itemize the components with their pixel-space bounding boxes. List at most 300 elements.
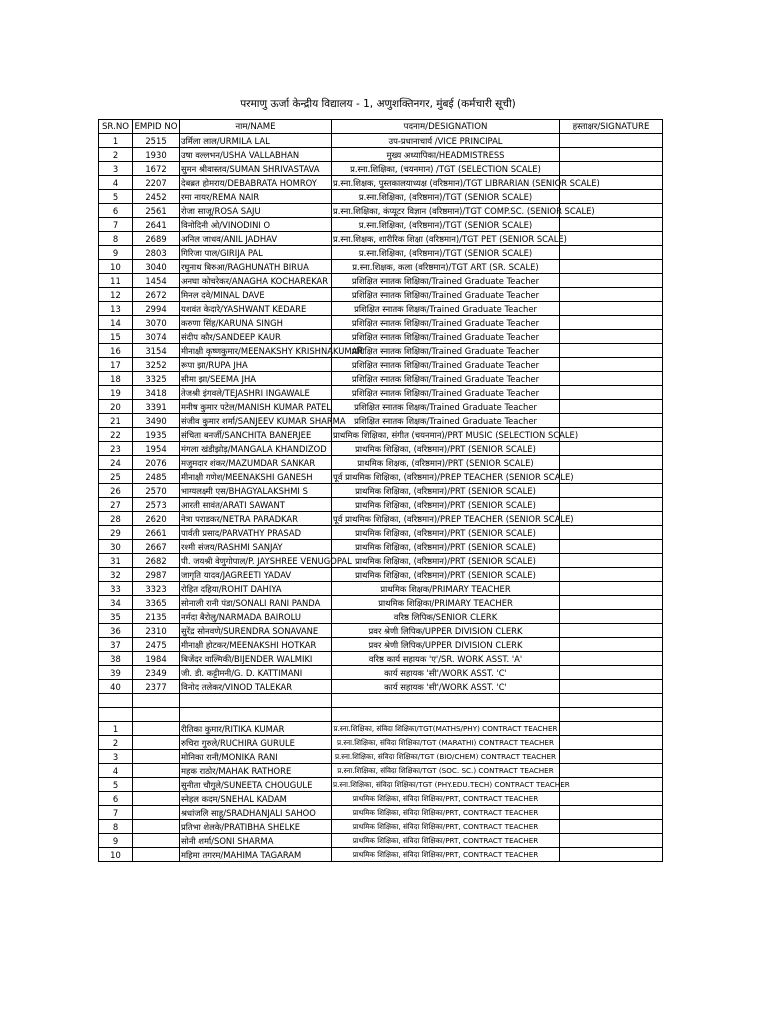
- contract-table-row: [99, 764, 663, 778]
- signature-cell: [560, 722, 663, 736]
- signature-cell: [560, 568, 663, 582]
- empid-cell: 3074: [133, 330, 180, 344]
- designation-cell: [332, 372, 560, 386]
- designation-text: प्राथमिक शिक्षिका, संविदा शिक्षिका/PRT, CONTRACT TEACHER: [352, 849, 539, 859]
- table-row: [99, 316, 663, 330]
- designation-cell: [332, 386, 560, 400]
- empid-cell: 3391: [133, 400, 180, 414]
- table-body: [99, 134, 663, 862]
- signature-cell: [560, 526, 663, 540]
- empid-cell: 2689: [133, 232, 180, 246]
- empid-cell: 1935: [133, 428, 180, 442]
- name-cell: रूपा झा/RUPA JHA: [180, 358, 332, 372]
- name-cell: स्नेहल कदम/SNEHAL KADAM: [180, 792, 332, 806]
- designation-text: प्र.स्ना.शिक्षक, कला (वरिष्ठमान)/TGT ART (SR. SCALE): [352, 261, 539, 272]
- designation-cell: [332, 596, 560, 610]
- designation-text: प्र.स्ना.शिक्षिका, संविदा शिक्षिका/TGT (BIO/CHEM) CONTRACT TEACHER: [334, 751, 557, 761]
- designation-text: प्राथमिक शिक्षिका, (वरिष्ठमान)/PRT (SENIOR SCALE): [355, 541, 536, 552]
- table-row: [99, 596, 663, 610]
- signature-cell: [560, 834, 663, 848]
- table-row: [99, 498, 663, 512]
- signature-cell: [560, 652, 663, 666]
- empid-cell: 2515: [133, 134, 180, 148]
- name-cell: करुणा सिंह/KARUNA SINGH: [180, 316, 332, 330]
- designation-text: कार्य सहायक 'सी'/WORK ASST. 'C': [384, 681, 507, 692]
- sr-cell: 31: [99, 554, 133, 568]
- empid-cell: 2377: [133, 680, 180, 694]
- designation-text: प्राथमिक शिक्षिका, संविदा शिक्षिका/PRT, CONTRACT TEACHER: [352, 821, 539, 831]
- designation-text: प्रवर श्रेणी लिपिक/UPPER DIVISION CLERK: [368, 639, 523, 650]
- empid-cell: 2475: [133, 638, 180, 652]
- name-cell: रोहित दहिया/ROHIT DAHIYA: [180, 582, 332, 596]
- designation-text: प्र.स्ना.शिक्षिका, संविदा शिक्षिका/TGT(MATHS/PHY) CONTRACT TEACHER: [333, 723, 558, 733]
- name-cell: देबब्रत होमराय/DEBABRATA HOMROY: [180, 176, 332, 190]
- blank-cell: [180, 694, 332, 708]
- designation-cell: [332, 484, 560, 498]
- table-row: [99, 526, 663, 540]
- designation-cell: [332, 736, 560, 750]
- empid-cell: 3154: [133, 344, 180, 358]
- name-cell: रघुनाथ बिरुआ/RAGHUNATH BIRUA: [180, 260, 332, 274]
- designation-cell: [332, 498, 560, 512]
- table-row: [99, 442, 663, 456]
- name-cell: सुमन श्रीवास्तव/SUMAN SHRIVASTAVA: [180, 162, 332, 176]
- designation-text: प्र.स्ना.शिक्षिका, संविदा शिक्षिका/TGT (MARATHI) CONTRACT TEACHER: [337, 737, 554, 747]
- designation-text: प्रशिक्षित स्नातक शिक्षिका/Trained Graduate Teacher: [351, 359, 540, 370]
- designation-cell: [332, 764, 560, 778]
- signature-cell: [560, 162, 663, 176]
- name-cell: जागृति यादव/JAGREETI YADAV: [180, 568, 332, 582]
- empid-cell: 2994: [133, 302, 180, 316]
- designation-cell: [332, 778, 570, 792]
- empid-cell: 2672: [133, 288, 180, 302]
- empid-cell: 3365: [133, 596, 180, 610]
- designation-cell: [332, 148, 560, 162]
- table-row: [99, 582, 663, 596]
- name-cell: उषा वल्लभन/USHA VALLABHAN: [180, 148, 332, 162]
- designation-text: प्राथमिक शिक्षिका, (वरिष्ठमान)/PRT (SENIOR SCALE): [355, 569, 536, 580]
- table-row: [99, 330, 663, 344]
- name-cell: मिनल दवे/MINAL DAVE: [180, 288, 332, 302]
- sr-cell: 15: [99, 330, 133, 344]
- name-cell: अनघा कोचरेकर/ANAGHA KOCHAREKAR: [180, 274, 332, 288]
- header-empid: EMPID NO: [134, 121, 178, 132]
- sr-cell: 34: [99, 596, 133, 610]
- designation-cell: [332, 652, 560, 666]
- designation-cell: [332, 610, 560, 624]
- designation-cell: [332, 848, 560, 862]
- name-cell: रमा नायर/REMA NAIR: [180, 190, 332, 204]
- designation-text: प्र.स्ना.शिक्षिका, संविदा शिक्षिका/TGT (PHY.EDU.TECH) CONTRACT TEACHER: [333, 779, 570, 789]
- table-row: [99, 680, 663, 694]
- designation-text: वरिष्ठ कार्य सहायक 'ए'/SR. WORK ASST. 'A': [368, 653, 523, 664]
- table-row: [99, 274, 663, 288]
- designation-text: प्रशिक्षित स्नातक शिक्षिका/Trained Graduate Teacher: [351, 289, 540, 300]
- name-cell: रुचिरा गुरुले/RUCHIRA GURULE: [180, 736, 332, 750]
- contract-table-row: [99, 722, 663, 736]
- empid-cell: 2561: [133, 204, 180, 218]
- sr-cell: 19: [99, 386, 133, 400]
- designation-text: प्र.स्ना.शिक्षिका, संविदा शिक्षिका/TGT (SOC. SC.) CONTRACT TEACHER: [337, 765, 554, 775]
- sr-cell: 28: [99, 512, 133, 526]
- designation-cell: [332, 526, 560, 540]
- empid-cell: 2661: [133, 526, 180, 540]
- designation-cell: [332, 316, 560, 330]
- name-cell: पी. जयश्री वेणुगोपाल/P. JAYSHREE VENUGOPAL: [181, 555, 352, 566]
- signature-cell: [560, 610, 663, 624]
- designation-cell: [332, 274, 560, 288]
- designation-cell: [332, 820, 560, 834]
- designation-cell: [332, 554, 560, 568]
- empid-cell: 2485: [133, 470, 180, 484]
- designation-text: प्रशिक्षित स्नातक शिक्षिका/Trained Graduate Teacher: [351, 317, 540, 328]
- empid-cell: 2641: [133, 218, 180, 232]
- empid-cell: 2207: [133, 176, 180, 190]
- table-row: [99, 624, 663, 638]
- empid-cell: 3252: [133, 358, 180, 372]
- signature-cell: [560, 848, 663, 862]
- designation-text: प्राथमिक शिक्षिका, (वरिष्ठमान)/PRT (SENIOR SCALE): [355, 499, 536, 510]
- designation-text: उप-प्रधानाचार्य /VICE PRINCIPAL: [388, 135, 503, 146]
- sr-cell: 39: [99, 666, 133, 680]
- header-designation: पदनाम/DESIGNATION: [332, 120, 560, 134]
- blank-cell: [99, 708, 133, 722]
- designation-cell: [332, 582, 560, 596]
- sr-cell: 4: [99, 764, 133, 778]
- designation-cell: [332, 414, 560, 428]
- empid-cell: 2349: [133, 666, 180, 680]
- signature-cell: [560, 400, 663, 414]
- blank-row: [99, 694, 663, 708]
- empid-cell: 2310: [133, 624, 180, 638]
- table-row: [99, 260, 663, 274]
- sr-cell: 33: [99, 582, 133, 596]
- signature-cell: [560, 456, 663, 470]
- signature-cell: [560, 358, 663, 372]
- name-cell: संदीप कौर/SANDEEP KAUR: [180, 330, 332, 344]
- designation-text: प्रशिक्षित स्नातक शिक्षक/Trained Graduate Teacher: [354, 303, 537, 314]
- sr-cell: 7: [99, 806, 133, 820]
- blank-cell: [332, 694, 560, 708]
- name-cell: मीनाक्षी गणेश/MEENAKSHI GANESH: [180, 470, 332, 484]
- name-cell: प्रतिभा शेलके/PRATIBHA SHELKE: [180, 820, 332, 834]
- designation-cell: [332, 246, 560, 260]
- header-name: नाम/NAME: [180, 120, 332, 134]
- designation-cell: [332, 218, 560, 232]
- sr-cell: 9: [99, 834, 133, 848]
- blank-cell: [560, 708, 663, 722]
- signature-cell: [560, 764, 663, 778]
- contract-table-row: [99, 778, 663, 792]
- designation-text: प्राथमिक शिक्षक/PRIMARY TEACHER: [380, 583, 511, 594]
- sr-cell: 6: [99, 204, 133, 218]
- table-row: [99, 246, 663, 260]
- sr-cell: 27: [99, 498, 133, 512]
- designation-text: प्र.स्ना.शिक्षिका, (वरिष्ठमान)/TGT (SENIOR SCALE): [358, 219, 533, 230]
- name-cell: सुरेंद्र सोनवणे/SURENDRA SONAVANE: [180, 624, 332, 638]
- name-cell: श्रधांजलि साहू/SRADHANJALI SAHOO: [180, 806, 332, 820]
- signature-cell: [560, 736, 663, 750]
- designation-text: प्र.स्ना.शिक्षिका, कंप्यूटर विज्ञान (वरिष्ठमान)/TGT COMP.SC. (SENIOR SCALE): [333, 205, 595, 216]
- designation-text: वरिष्ठ लिपिक/SENIOR CLERK: [393, 611, 498, 622]
- table-row: [99, 190, 663, 204]
- sr-cell: 3: [99, 162, 133, 176]
- designation-cell: [332, 834, 560, 848]
- signature-cell: [560, 190, 663, 204]
- name-cell: मनीष कुमार पटेल/MANISH KUMAR PATEL: [181, 401, 331, 412]
- blank-cell: [332, 708, 560, 722]
- designation-text: प्राथमिक शिक्षिका, (वरिष्ठमान)/PRT (SENIOR SCALE): [355, 443, 536, 454]
- designation-cell: [332, 512, 574, 526]
- signature-cell: [560, 638, 663, 652]
- designation-text: मुख्य अध्यापिका/HEADMISTRESS: [386, 149, 505, 160]
- name-cell: विनोदिनी ओ/VINODINI O: [180, 218, 332, 232]
- signature-cell: [560, 470, 663, 484]
- empid-cell: [133, 750, 180, 764]
- signature-cell: [560, 666, 663, 680]
- sr-cell: 2: [99, 736, 133, 750]
- signature-cell: [560, 414, 663, 428]
- signature-cell: [560, 302, 663, 316]
- table-row: [99, 288, 663, 302]
- sr-cell: 40: [99, 680, 133, 694]
- table-row: [99, 610, 663, 624]
- signature-cell: [560, 806, 663, 820]
- table-row: [99, 302, 663, 316]
- designation-cell: [332, 358, 560, 372]
- table-row: [99, 470, 663, 484]
- sr-cell: 4: [99, 176, 133, 190]
- sr-cell: 26: [99, 484, 133, 498]
- name-cell: रश्मी संजय/RASHMI SANJAY: [180, 540, 332, 554]
- contract-table-row: [99, 834, 663, 848]
- signature-cell: [560, 274, 663, 288]
- signature-cell: [560, 232, 663, 246]
- sr-cell: 7: [99, 218, 133, 232]
- empid-cell: 3323: [133, 582, 180, 596]
- designation-cell: [332, 568, 560, 582]
- designation-cell: [332, 344, 560, 358]
- table-row: [99, 386, 663, 400]
- designation-cell: [332, 260, 560, 274]
- sr-cell: 10: [99, 260, 133, 274]
- page-title: परमाणु ऊर्जा केन्द्रीय विद्यालय - 1, अणुशक्तिनगर, मुंबई (कर्मचारी सूची): [240, 98, 516, 110]
- designation-text: प्रशिक्षित स्नातक शिक्षिका/Trained Graduate Teacher: [351, 275, 540, 286]
- empid-cell: 2573: [133, 498, 180, 512]
- table-row: [99, 344, 663, 358]
- table-row: [99, 148, 663, 162]
- empid-cell: [133, 736, 180, 750]
- designation-cell: [332, 204, 595, 218]
- blank-cell: [133, 694, 180, 708]
- name-cell: अनिल जाधव/ANIL JADHAV: [180, 232, 332, 246]
- designation-text: प्रशिक्षित स्नातक शिक्षिका/Trained Graduate Teacher: [351, 373, 540, 384]
- table-row: [99, 652, 663, 666]
- empid-cell: 1672: [133, 162, 180, 176]
- table-row: [99, 218, 663, 232]
- table-row: [99, 512, 663, 526]
- sr-cell: 1: [99, 722, 133, 736]
- designation-cell: [332, 442, 560, 456]
- signature-cell: [560, 218, 663, 232]
- sr-cell: 22: [99, 428, 133, 442]
- sr-cell: 8: [99, 232, 133, 246]
- designation-cell: [332, 288, 560, 302]
- name-cell: महक राठोर/MAHAK RATHORE: [180, 764, 332, 778]
- sr-cell: 23: [99, 442, 133, 456]
- designation-text: प्रशिक्षित स्नातक शिक्षिका/Trained Graduate Teacher: [351, 345, 540, 356]
- empid-cell: [133, 848, 180, 862]
- designation-cell: [332, 428, 579, 442]
- signature-cell: [560, 540, 663, 554]
- empid-cell: 2452: [133, 190, 180, 204]
- designation-text: प्र.स्ना.शिक्षिका, (वरिष्ठमान)/TGT (SENIOR SCALE): [358, 191, 533, 202]
- empid-cell: [133, 778, 180, 792]
- sr-cell: 2: [99, 148, 133, 162]
- blank-cell: [133, 708, 180, 722]
- name-cell: संचिता बनर्जी/SANCHITA BANERJEE: [180, 428, 332, 442]
- sr-cell: 29: [99, 526, 133, 540]
- designation-cell: [332, 722, 560, 736]
- blank-cell: [180, 708, 332, 722]
- signature-cell: [560, 246, 663, 260]
- signature-cell: [560, 582, 663, 596]
- empid-cell: 2682: [133, 554, 180, 568]
- signature-cell: [560, 484, 663, 498]
- name-cell: मंगला खंडीझोड़/MANGALA KHANDIZOD: [180, 442, 332, 456]
- designation-text: प्रशिक्षित स्नातक शिक्षक/Trained Graduate Teacher: [354, 415, 537, 426]
- designation-text: प्राथमिक शिक्षिका, संविदा शिक्षिका/PRT, CONTRACT TEACHER: [352, 807, 539, 817]
- name-cell: तेजश्री इंगवले/TEJASHRI INGAWALE: [180, 386, 332, 400]
- name-cell: नेत्रा पराडकर/NETRA PARADKAR: [180, 512, 332, 526]
- designation-text: प्राथमिक शिक्षिका, संविदा शिक्षिका/PRT, CONTRACT TEACHER: [352, 793, 539, 803]
- designation-cell: [332, 666, 560, 680]
- signature-cell: [560, 498, 663, 512]
- sr-cell: 30: [99, 540, 133, 554]
- table-row: [99, 162, 663, 176]
- designation-text: प्रशिक्षित स्नातक शिक्षिका/Trained Graduate Teacher: [351, 331, 540, 342]
- name-cell: महिमा तगरम/MAHIMA TAGARAM: [180, 848, 332, 862]
- sr-cell: 1: [99, 134, 133, 148]
- designation-cell: [332, 330, 560, 344]
- designation-cell: [332, 792, 560, 806]
- designation-cell: [332, 190, 560, 204]
- sr-cell: 12: [99, 288, 133, 302]
- sr-cell: 16: [99, 344, 133, 358]
- empid-cell: 1454: [133, 274, 180, 288]
- name-cell: उर्मिला लाल/URMILA LAL: [180, 134, 332, 148]
- sr-cell: 20: [99, 400, 133, 414]
- sr-cell: 24: [99, 456, 133, 470]
- table-row: [99, 176, 663, 190]
- designation-cell: [332, 456, 560, 470]
- designation-text: प्र.स्ना.शिक्षिका, (वरिष्ठमान)/TGT (SENIOR SCALE): [358, 247, 533, 258]
- name-cell: विनोद तलेकर/VINOD TALEKAR: [180, 680, 332, 694]
- signature-cell: [560, 512, 663, 526]
- designation-text: कार्य सहायक 'सी'/WORK ASST. 'C': [384, 667, 507, 678]
- blank-cell: [99, 694, 133, 708]
- designation-cell: [332, 638, 560, 652]
- designation-cell: [332, 470, 574, 484]
- table-row: [99, 456, 663, 470]
- sr-cell: 38: [99, 652, 133, 666]
- designation-cell: [332, 680, 560, 694]
- table-row: [99, 204, 663, 218]
- name-cell: रोजा साजू/ROSA SAJU: [180, 204, 332, 218]
- empid-cell: 1954: [133, 442, 180, 456]
- empid-cell: 2667: [133, 540, 180, 554]
- blank-cell: [560, 694, 663, 708]
- staff-table: [98, 119, 663, 862]
- name-cell: भाग्यलक्ष्मी एस/BHAGYALAKSHMI S: [180, 484, 332, 498]
- name-cell: पार्वती प्रसाद/PARVATHY PRASAD: [180, 526, 332, 540]
- name-cell: मीनाक्षी कृष्णकुमार/MEENAKSHY KRISHNAKUMAR: [181, 345, 364, 356]
- designation-text: प्रशिक्षित स्नातक शिक्षक/Trained Graduate Teacher: [354, 401, 537, 412]
- empid-cell: 2620: [133, 512, 180, 526]
- designation-text: प्राथमिक शिक्षिका, (वरिष्ठमान)/PRT (SENIOR SCALE): [355, 485, 536, 496]
- table-row: [99, 554, 663, 568]
- table-row: [99, 358, 663, 372]
- sr-cell: 18: [99, 372, 133, 386]
- sr-cell: 9: [99, 246, 133, 260]
- designation-cell: [332, 134, 560, 148]
- empid-cell: [133, 820, 180, 834]
- signature-cell: [560, 554, 663, 568]
- signature-cell: [560, 288, 663, 302]
- designation-cell: [332, 400, 560, 414]
- empid-cell: 2570: [133, 484, 180, 498]
- name-cell: सीमा झा/SEEMA JHA: [180, 372, 332, 386]
- designation-cell: [332, 176, 600, 190]
- contract-table-row: [99, 820, 663, 834]
- signature-cell: [560, 344, 663, 358]
- sr-cell: 36: [99, 624, 133, 638]
- header-signature: हस्ताक्षर/SIGNATURE: [560, 120, 663, 134]
- contract-table-row: [99, 750, 663, 764]
- blank-row: [99, 708, 663, 722]
- name-cell: मोनिका रानी/MONIKA RANI: [180, 750, 332, 764]
- table-row: [99, 428, 663, 442]
- name-cell: आरती सावंत/ARATI SAWANT: [180, 498, 332, 512]
- sr-cell: 14: [99, 316, 133, 330]
- name-cell: संजीव कुमार शर्मा/SANJEEV KUMAR SHARMA: [181, 415, 346, 426]
- signature-cell: [560, 442, 663, 456]
- sr-cell: 35: [99, 610, 133, 624]
- designation-cell: [332, 162, 560, 176]
- name-cell: मीनाक्षी होटकर/MEENAKSHI HOTKAR: [180, 638, 332, 652]
- designation-text: प्राथमिक शिक्षिका, संविदा शिक्षिका/PRT, CONTRACT TEACHER: [352, 835, 539, 845]
- contract-table-row: [99, 806, 663, 820]
- sr-cell: 25: [99, 470, 133, 484]
- signature-cell: [560, 750, 663, 764]
- sr-cell: 3: [99, 750, 133, 764]
- empid-cell: 3040: [133, 260, 180, 274]
- signature-cell: [560, 148, 663, 162]
- name-cell: सोनाली रानी पंडा/SONALI RANI PANDA: [180, 596, 332, 610]
- header-sr-no: SR.NO: [99, 120, 133, 134]
- table-row: [99, 484, 663, 498]
- empid-cell: [133, 806, 180, 820]
- signature-cell: [560, 820, 663, 834]
- empid-cell: 3070: [133, 316, 180, 330]
- signature-cell: [560, 260, 663, 274]
- signature-cell: [560, 134, 663, 148]
- name-cell: बिजेंदर वाल्मिकी/BIJENDER WALMIKI: [180, 652, 332, 666]
- empid-cell: 1930: [133, 148, 180, 162]
- designation-text: प्र.स्ना.शिक्षिका, (चयनमान) /TGT (SELECTION SCALE): [350, 163, 541, 174]
- designation-text: प्राथमिक शिक्षिका/PRIMARY TEACHER: [378, 597, 513, 608]
- designation-text: प्राथमिक शिक्षक, (वरिष्ठमान)/PRT (SENIOR SCALE): [357, 457, 534, 468]
